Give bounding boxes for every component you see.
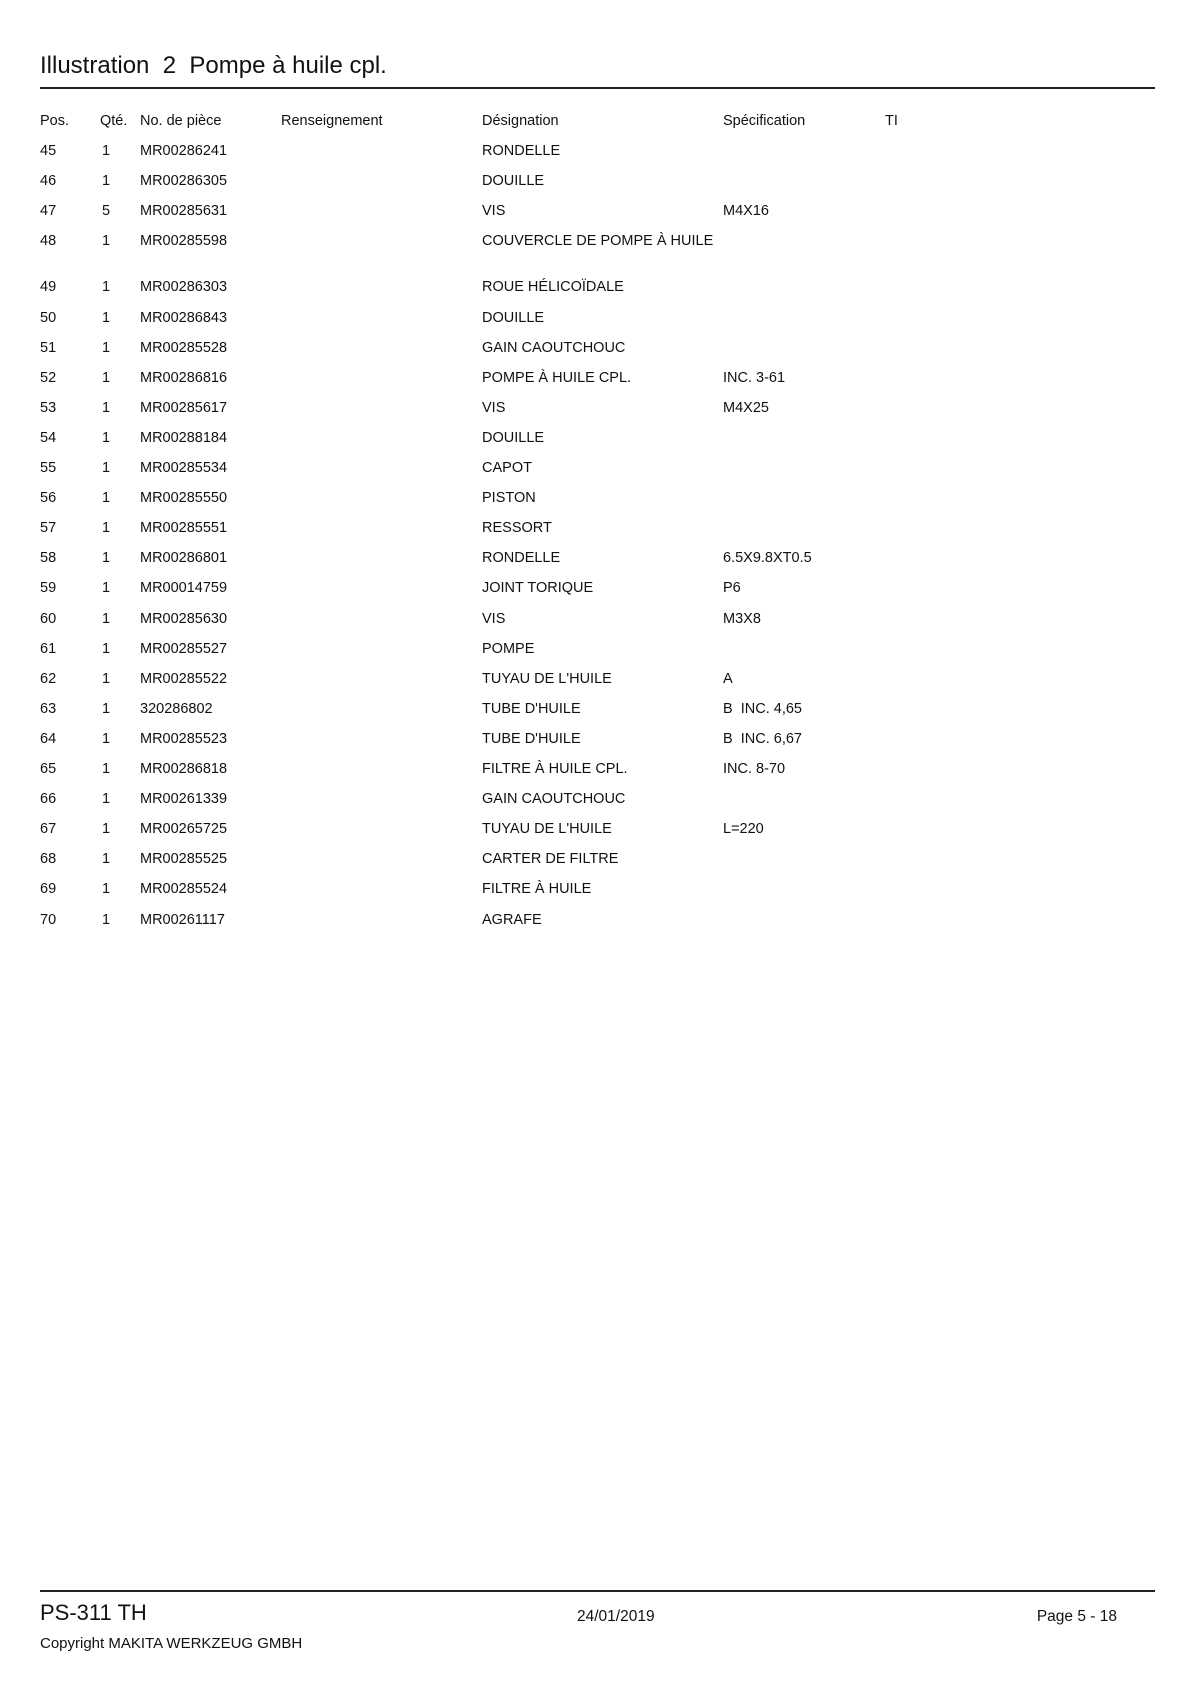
cell-qty: 1 xyxy=(102,610,111,627)
cell-part-no: MR00285527 xyxy=(140,640,228,657)
cell-part-no: MR00285525 xyxy=(140,851,228,868)
table-header xyxy=(0,111,1190,131)
cell-pos: 57 xyxy=(40,520,57,537)
cell-designation: GAIN CAOUTCHOUC xyxy=(482,791,626,808)
table-row xyxy=(0,639,1190,659)
footer-copyright: Copyright MAKITA WERKZEUG GMBH xyxy=(40,1635,303,1652)
cell-qty: 1 xyxy=(102,640,111,657)
cell-qty: 1 xyxy=(102,279,111,296)
header-info: Renseignement xyxy=(281,113,383,129)
table-row xyxy=(0,578,1190,598)
cell-part-no: MR00285630 xyxy=(140,610,228,627)
cell-part-no: MR00261339 xyxy=(140,791,228,808)
table-row xyxy=(0,789,1190,809)
table-row xyxy=(0,669,1190,689)
cell-designation: RESSORT xyxy=(482,520,552,537)
cell-designation: COUVERCLE DE POMPE À HUILE xyxy=(482,233,714,250)
cell-part-no: MR00285631 xyxy=(140,203,228,220)
cell-part-no: MR00285550 xyxy=(140,490,228,507)
cell-specification: B INC. 6,67 xyxy=(723,730,802,747)
cell-designation: CARTER DE FILTRE xyxy=(482,851,619,868)
cell-designation: POMPE xyxy=(482,640,535,657)
cell-qty: 1 xyxy=(102,490,111,507)
table-row xyxy=(0,518,1190,538)
table-row xyxy=(0,699,1190,719)
cell-designation: TUBE D'HUILE xyxy=(482,700,581,717)
cell-pos: 61 xyxy=(40,640,57,657)
header-pos: Pos. xyxy=(40,113,70,129)
table-row xyxy=(0,910,1190,930)
cell-pos: 67 xyxy=(40,821,57,838)
table-row xyxy=(0,609,1190,629)
table-row xyxy=(0,428,1190,448)
table-row xyxy=(0,849,1190,869)
cell-specification: INC. 8-70 xyxy=(723,761,786,777)
cell-part-no: MR00285522 xyxy=(140,670,228,687)
cell-qty: 1 xyxy=(102,911,111,928)
cell-designation: GAIN CAOUTCHOUC xyxy=(482,339,626,356)
cell-designation: TUYAU DE L'HUILE xyxy=(482,821,612,838)
cell-qty: 1 xyxy=(102,143,111,159)
cell-pos: 66 xyxy=(40,791,57,808)
header-designation: Désignation xyxy=(482,113,559,129)
header-qty: Qté. xyxy=(100,113,128,129)
cell-designation: PISTON xyxy=(482,490,536,507)
table-row xyxy=(0,759,1190,779)
cell-pos: 50 xyxy=(40,309,57,326)
header-specification: Spécification xyxy=(723,113,806,129)
cell-part-no: MR00265725 xyxy=(140,821,228,838)
table-row xyxy=(0,141,1190,161)
cell-designation: TUYAU DE L'HUILE xyxy=(482,670,612,687)
cell-qty: 1 xyxy=(102,700,111,717)
cell-specification: INC. 3-61 xyxy=(723,369,786,386)
cell-qty: 1 xyxy=(102,580,111,597)
table-row xyxy=(0,488,1190,508)
cell-part-no: MR00285523 xyxy=(140,730,228,747)
cell-pos: 60 xyxy=(40,610,57,627)
cell-qty: 1 xyxy=(102,791,111,808)
cell-part-no: MR00285528 xyxy=(140,339,228,356)
cell-specification: M4X25 xyxy=(723,399,769,416)
cell-designation: JOINT TORIQUE xyxy=(482,580,594,597)
footer-divider xyxy=(40,1590,1155,1592)
cell-pos: 65 xyxy=(40,761,57,777)
footer-page-number: Page 5 - 18 xyxy=(1036,1608,1117,1625)
cell-part-no: MR00286843 xyxy=(140,309,228,326)
cell-specification: B INC. 4,65 xyxy=(723,700,802,717)
cell-part-no: MR00285534 xyxy=(140,460,228,476)
cell-part-no: MR00286305 xyxy=(140,173,228,190)
cell-part-no: MR00286801 xyxy=(140,550,228,567)
cell-pos: 64 xyxy=(40,730,57,747)
cell-part-no: MR00285551 xyxy=(140,520,228,537)
cell-pos: 62 xyxy=(40,670,57,687)
cell-qty: 5 xyxy=(102,203,111,220)
cell-specification: 6.5X9.8XT0.5 xyxy=(723,550,812,567)
table-row xyxy=(0,458,1190,478)
table-row xyxy=(0,277,1190,297)
cell-part-no: MR00286303 xyxy=(140,279,228,296)
table-row xyxy=(0,819,1190,839)
cell-part-no: MR00261117 xyxy=(140,911,225,928)
cell-specification: A xyxy=(723,670,733,687)
cell-part-no: MR00285617 xyxy=(140,399,228,416)
title-divider xyxy=(40,87,1155,89)
cell-qty: 1 xyxy=(102,339,111,356)
cell-pos: 51 xyxy=(40,339,57,356)
cell-designation: VIS xyxy=(482,399,506,416)
table-row xyxy=(0,398,1190,418)
cell-designation: TUBE D'HUILE xyxy=(482,730,581,747)
cell-qty: 1 xyxy=(102,460,111,476)
cell-part-no: MR00014759 xyxy=(140,580,228,597)
cell-pos: 59 xyxy=(40,580,57,597)
cell-part-no: MR00285524 xyxy=(140,881,228,898)
cell-specification: M3X8 xyxy=(723,610,761,627)
cell-designation: CAPOT xyxy=(482,460,532,476)
cell-qty: 1 xyxy=(102,730,111,747)
cell-part-no: MR00286818 xyxy=(140,761,228,777)
cell-qty: 1 xyxy=(102,520,111,537)
cell-designation: VIS xyxy=(482,610,506,627)
table-row xyxy=(0,308,1190,328)
cell-designation: RONDELLE xyxy=(482,143,561,159)
cell-pos: 48 xyxy=(40,233,57,250)
table-row xyxy=(0,231,1190,251)
cell-part-no: MR00286816 xyxy=(140,369,228,386)
footer-date: 24/01/2019 xyxy=(577,1608,655,1625)
cell-specification: P6 xyxy=(723,580,741,597)
footer-model: PS-311 TH xyxy=(40,1600,147,1625)
header-part-no: No. de pièce xyxy=(140,113,222,129)
cell-pos: 58 xyxy=(40,550,57,567)
cell-designation: DOUILLE xyxy=(482,429,545,446)
cell-designation: DOUILLE xyxy=(482,173,545,190)
cell-qty: 1 xyxy=(102,851,111,868)
table-row xyxy=(0,729,1190,749)
cell-qty: 1 xyxy=(102,233,111,250)
cell-pos: 54 xyxy=(40,429,57,446)
cell-qty: 1 xyxy=(102,309,111,326)
cell-designation: DOUILLE xyxy=(482,309,545,326)
cell-pos: 46 xyxy=(40,173,57,190)
table-row xyxy=(0,201,1190,221)
cell-qty: 1 xyxy=(102,369,111,386)
cell-part-no: MR00286241 xyxy=(140,143,228,159)
cell-pos: 45 xyxy=(40,143,57,159)
cell-pos: 47 xyxy=(40,203,57,220)
cell-designation: FILTRE À HUILE CPL. xyxy=(482,761,628,777)
cell-qty: 1 xyxy=(102,550,111,567)
page-title: Illustration 2 Pompe à huile cpl. xyxy=(40,52,387,79)
table-row xyxy=(0,338,1190,358)
table-row xyxy=(0,368,1190,388)
table-row xyxy=(0,548,1190,568)
cell-pos: 52 xyxy=(40,369,57,386)
cell-part-no: 320286802 xyxy=(140,700,213,717)
cell-qty: 1 xyxy=(102,429,111,446)
cell-designation: ROUE HÉLICOÏDALE xyxy=(482,279,624,296)
cell-part-no: MR00288184 xyxy=(140,429,228,446)
cell-pos: 70 xyxy=(40,911,57,928)
cell-designation: RONDELLE xyxy=(482,550,561,567)
table-row xyxy=(0,879,1190,899)
cell-pos: 68 xyxy=(40,851,57,868)
cell-designation: POMPE À HUILE CPL. xyxy=(482,369,632,386)
table-row xyxy=(0,171,1190,191)
cell-pos: 63 xyxy=(40,700,57,717)
header-ti: TI xyxy=(885,113,898,129)
cell-pos: 56 xyxy=(40,490,57,507)
cell-qty: 1 xyxy=(102,761,111,777)
cell-designation: VIS xyxy=(482,203,506,220)
cell-qty: 1 xyxy=(102,670,111,687)
cell-qty: 1 xyxy=(102,173,111,190)
cell-pos: 49 xyxy=(40,279,57,296)
cell-specification: M4X16 xyxy=(723,203,769,220)
cell-designation: FILTRE À HUILE xyxy=(482,881,592,898)
cell-qty: 1 xyxy=(102,399,111,416)
cell-pos: 69 xyxy=(40,881,57,898)
cell-specification: L=220 xyxy=(723,821,764,838)
cell-part-no: MR00285598 xyxy=(140,233,228,250)
cell-qty: 1 xyxy=(102,821,111,838)
cell-pos: 53 xyxy=(40,399,57,416)
cell-pos: 55 xyxy=(40,460,57,476)
cell-qty: 1 xyxy=(102,881,111,898)
cell-designation: AGRAFE xyxy=(482,911,542,928)
